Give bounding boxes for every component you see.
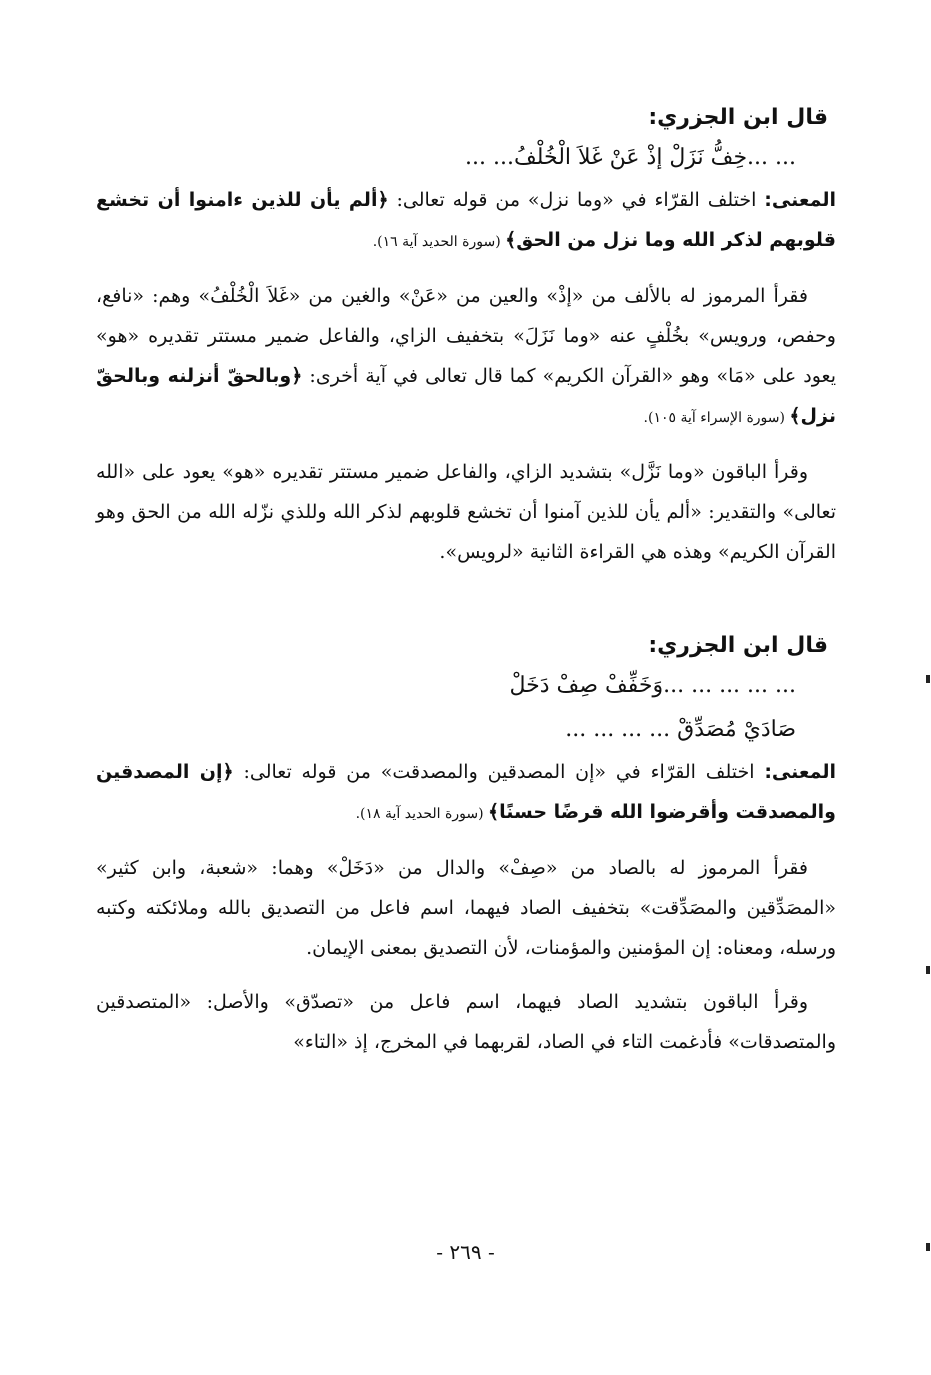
paragraph-text: وقرأ الباقون بتشديد الصاد فيهما، اسم فاعل من «تصدّق» والأصل: «المتصدقين والمتصدقات» فأدغمت التاء في الصاد، لقربهما في المخرج، إذ «التاء» (96, 991, 836, 1053)
quran-quote: ﴿وبالحقّ أنزلنه وبالحقّ نزل﴾ (96, 365, 836, 427)
reading-paragraph (96, 276, 836, 438)
meaning-paragraph (96, 180, 836, 262)
quran-quote: ﴿إن المصدقين والمصدقت وأقرضوا الله قرضًا حسنًا﴾ (96, 761, 836, 823)
section-heading: قال ابن الجزري: (648, 633, 828, 658)
reading-paragraph (96, 848, 836, 968)
surah-reference: (سورة الحديد آية ١٨). (355, 806, 488, 822)
paragraph-text: اختلف القرّاء في «إن المصدقين والمصدقت» من قوله تعالى: (233, 761, 765, 783)
meaning-label: المعنى: (764, 761, 836, 783)
scan-edge-mark (926, 966, 930, 974)
paragraph-text: فقرأ المرموز له بالصاد من «صِفْ» والدال من «دَخَلْ» وهما: «شعبة، وابن كثير» «المصَدِّقين والمصَدِّقت» بتخفيف الصاد فيهما، اسم فاعل من التصديق بالله وملائكته وكتبه ورسله، ومعناه: إن المؤمنين والمؤمنات، لأن التصديق بمعنى الإيمان. (96, 857, 836, 959)
reading-paragraph (96, 982, 836, 1062)
poem-verse: ... ...خِفُّ نَزَلْ إذْ عَنْ غَلاَ الْخُلْفُ... ... (465, 145, 796, 170)
section-heading: قال ابن الجزري: (648, 105, 828, 130)
scan-edge-mark (926, 1243, 930, 1251)
page-number: - ٢٦٩ - (436, 1240, 495, 1264)
scan-edge-mark (926, 675, 930, 683)
surah-reference: (سورة الإسراء آية ١٠٥). (643, 410, 790, 426)
reading-paragraph (96, 452, 836, 572)
poem-verse: صَادَيْ مُصَدِّقْ ... ... ... ... (565, 717, 796, 742)
quran-quote: ﴿ألم يأن للذين ءامنوا أن تخشع قلوبهم لذكر الله وما نزل من الحق﴾ (96, 189, 836, 251)
paragraph-text: اختلف القرّاء في «وما نزل» من قوله تعالى: (388, 189, 765, 211)
meaning-label: المعنى: (764, 189, 836, 211)
paragraph-text: فقرأ المرموز له بالألف من «إذْ» والعين من «عَنْ» والغين من «غَلاَ الْخُلْفُ» وهم: «نافع، وحفص، ورويس» بخُلْفٍ عنه «وما نَزَلَ» بتخفيف الزاي، والفاعل ضمير مستتر تقديره «هو» يعود على «مَا» وهو «القرآن الكريم» كما قال تعالى في آية أخرى: (96, 285, 836, 387)
section-1 (96, 100, 836, 572)
surah-reference: (سورة الحديد آية ١٦). (372, 234, 506, 250)
page-body (96, 100, 836, 1118)
section-2 (96, 628, 836, 1062)
meaning-paragraph (96, 752, 836, 834)
paragraph-text: وقرأ الباقون «وما نَزَّل» بتشديد الزاي، والفاعل ضمير مستتر تقديره «هو» يعود على «الله تعالى» والتقدير: «ألم يأن للذين آمنوا أن تخشع قلوبهم لذكر الله وللذي نزّله الله من الحق وهو القرآن الكريم» وهذه هي القراءة الثانية «لرويس». (96, 461, 836, 563)
poem-verse: ... ... ... ... ...وَخَفِّفْ صِفْ دَخَلْ (509, 673, 796, 698)
